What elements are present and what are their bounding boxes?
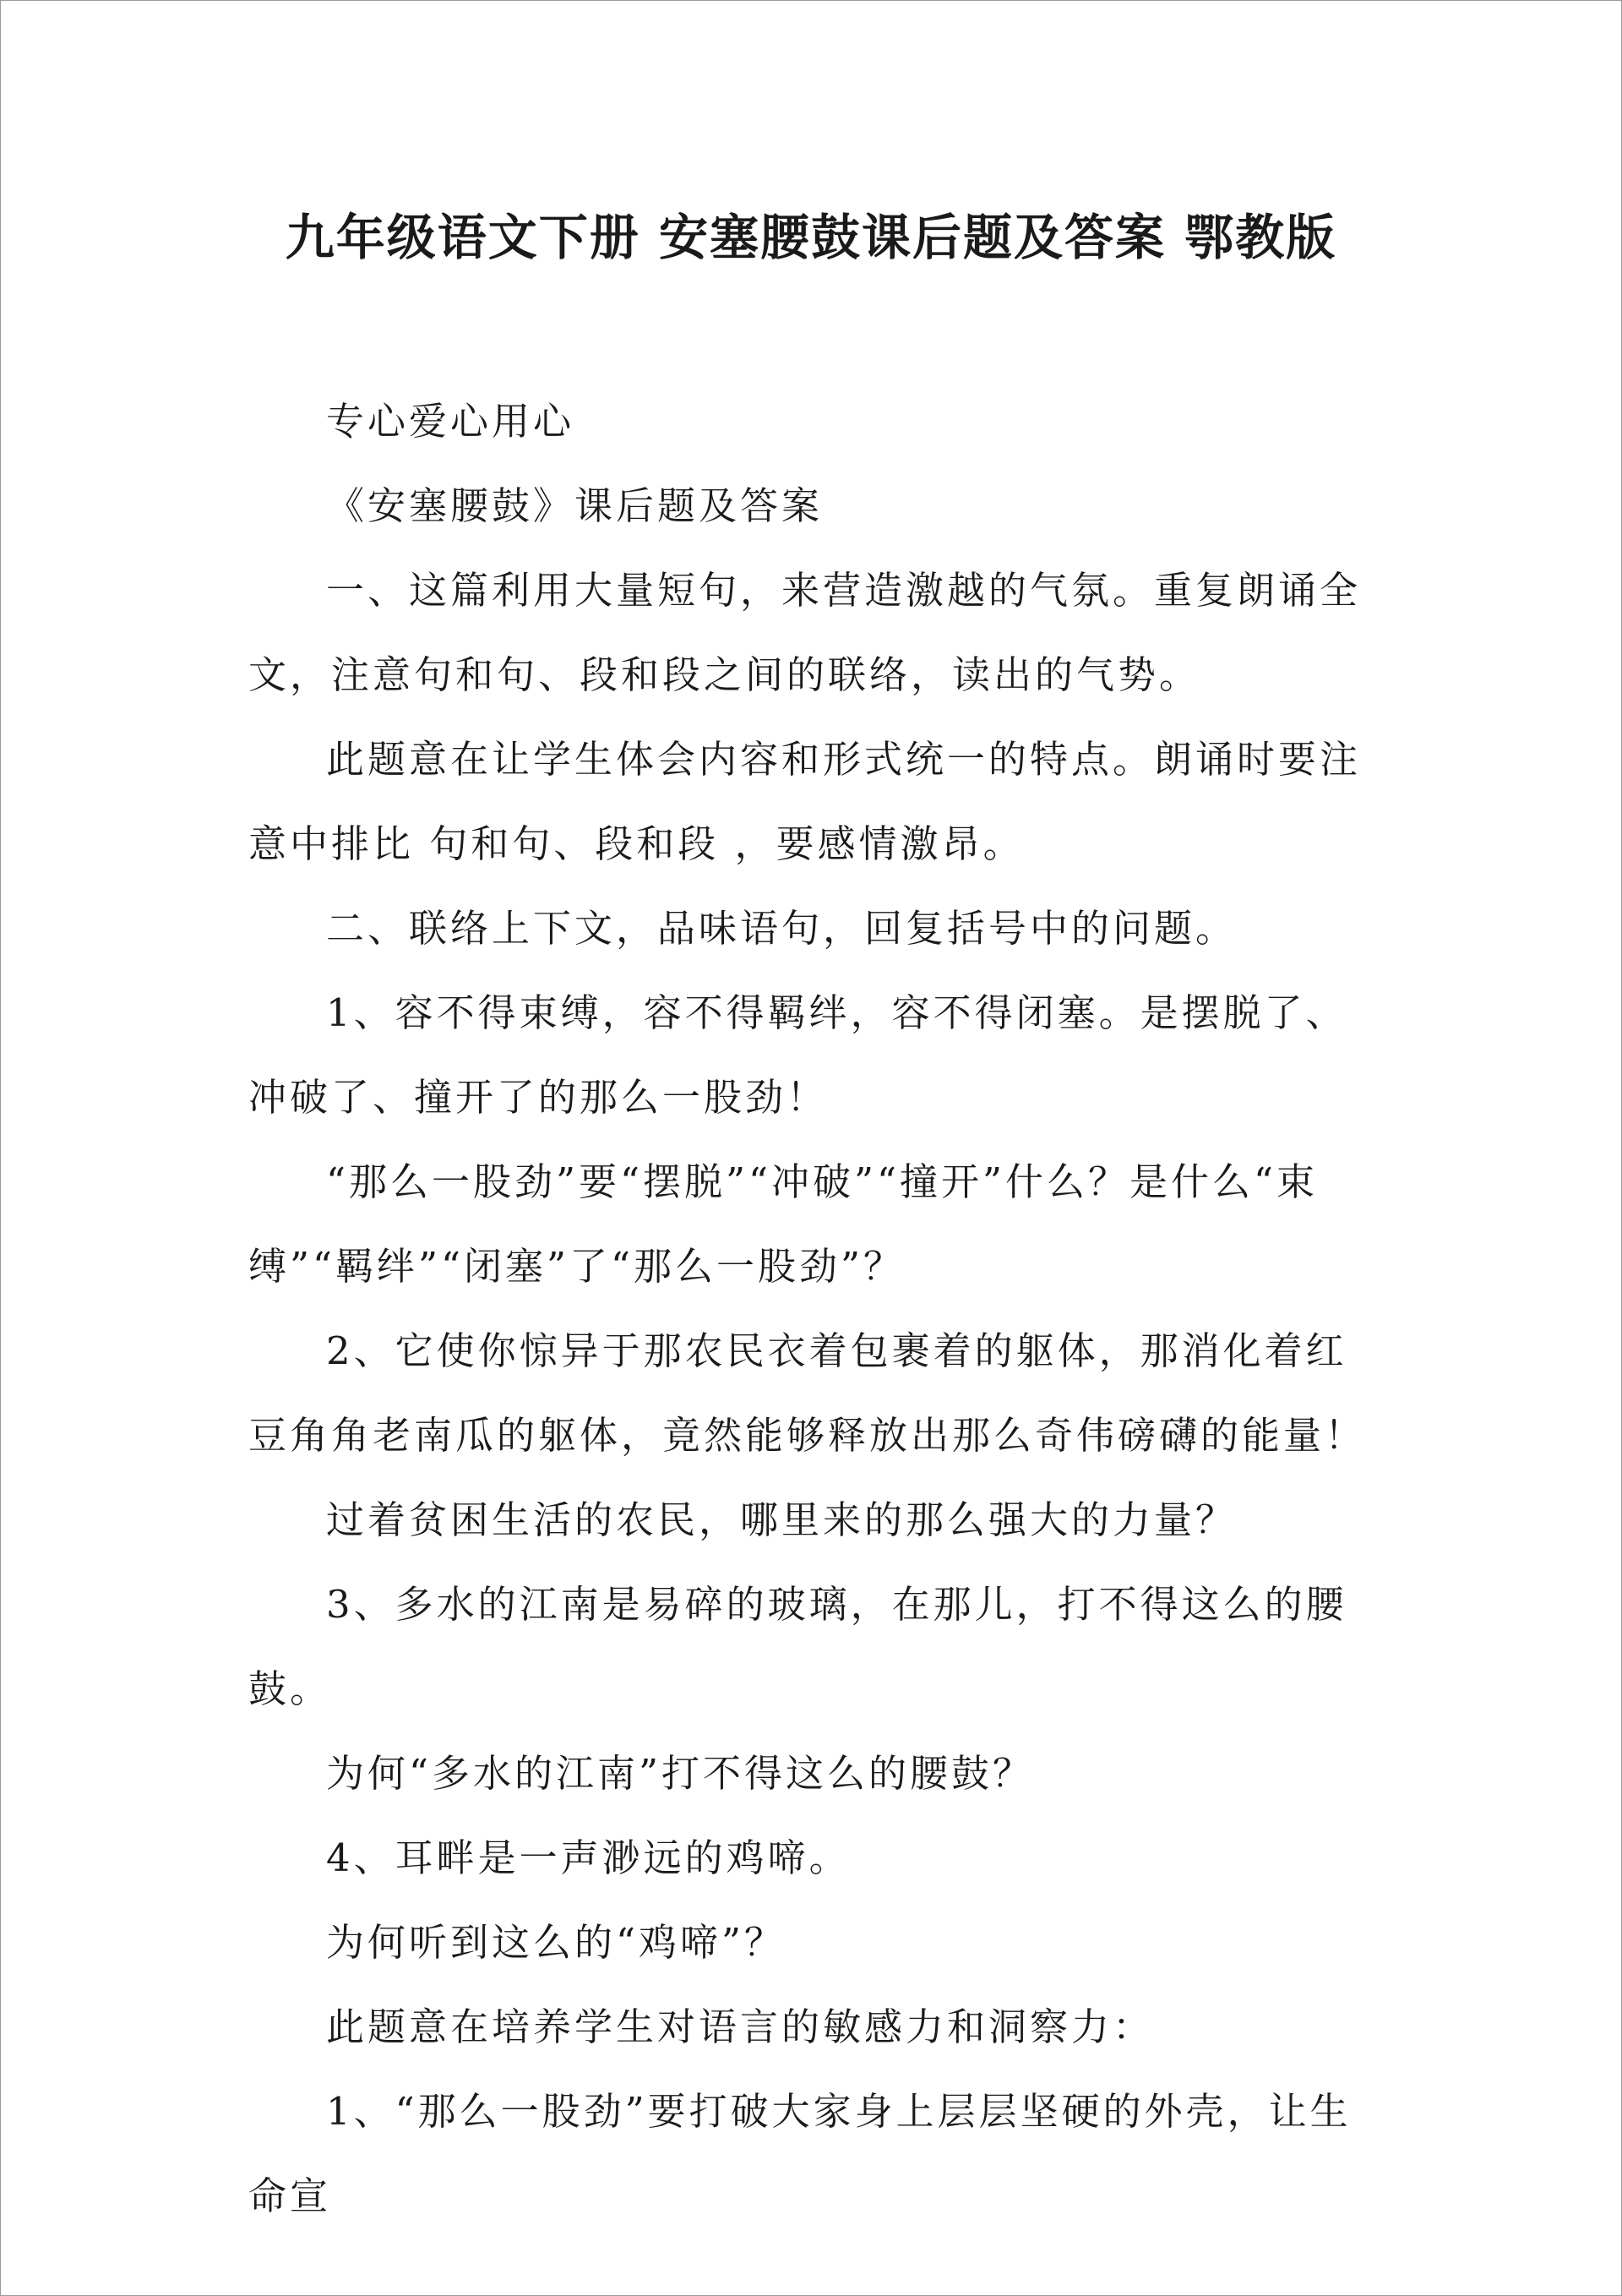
paragraph: 一、这篇利用大量短句，来营造激越的气氛。重复朗诵全文，注意句和句、段和段之间的联络，读出的气势。 bbox=[248, 568, 1362, 697]
paragraph: 2、它使你惊异于那农民衣着包裹着的躯体，那消化着红豆角角老南瓜的躯体，竟然能够释放出那么奇伟磅礴的能量！ bbox=[248, 1328, 1367, 1458]
paragraph: 1、容不得束缚，容不得羁绊，容不得闭塞。是摆脱了、冲破了、撞开了的那么一股劲！ bbox=[248, 990, 1347, 1120]
paragraph: 专心爱心用心 bbox=[326, 399, 575, 444]
document-body bbox=[248, 379, 1380, 2239]
paragraph: 《安塞腰鼓》课后题及答案 bbox=[326, 483, 824, 528]
paragraph: 过着贫困生活的农民，哪里来的那么强大的力量？ bbox=[326, 1497, 1238, 1542]
paragraph: “那么一股劲”要“摆脱”“冲破”“撞开”什么？是什么“束缚”“羁绊”“闭塞”了“那么一股劲”？ bbox=[248, 1159, 1319, 1289]
paragraph: 为何听到这么的“鸡啼”？ bbox=[326, 1920, 787, 1965]
paragraph: 4、耳畔是一声渺远的鸡啼。 bbox=[326, 1835, 851, 1880]
paragraph: 3、多水的江南是易碎的玻璃，在那儿，打不得这么的腰鼓。 bbox=[248, 1582, 1347, 1711]
paragraph: 为何“多水的江南”打不得这么的腰鼓？ bbox=[326, 1751, 1035, 1796]
paragraph: 此题意在让学生体会内容和形式统一的特点。朗诵时要注意中排比 句和句、段和段 ，要感情激昂。 bbox=[248, 737, 1362, 866]
paragraph: 二、联络上下文，品味语句，回复括号中的问题。 bbox=[326, 906, 1238, 951]
paragraph: 此题意在培养学生对语言的敏感力和洞察力： bbox=[326, 2004, 1155, 2049]
paragraph: 1、“那么一股劲”要打破大家身上层层坚硬的外壳，让生命宣 bbox=[248, 2089, 1352, 2218]
document-title: 九年级语文下册 安塞腰鼓课后题及答案 鄂教版 bbox=[285, 209, 1337, 266]
